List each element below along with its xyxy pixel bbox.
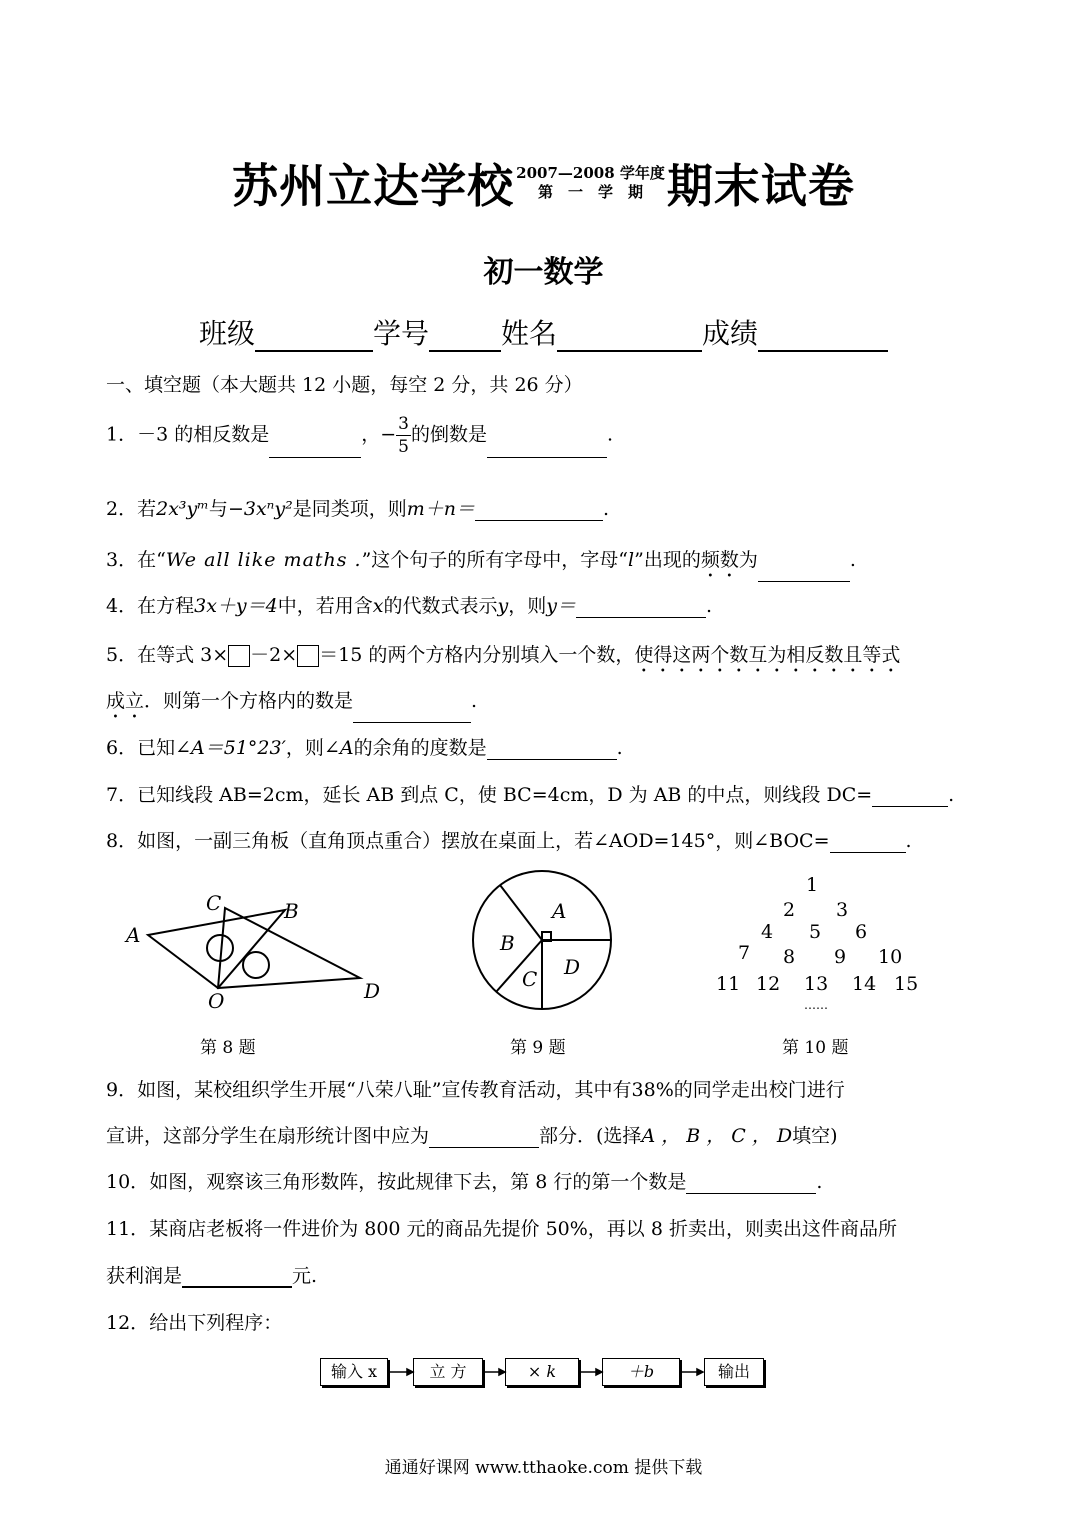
english-sentence: We all like maths . [165,549,362,571]
triangle-number: 10 [878,946,903,968]
math-expr: 3x＋y＝4 [194,595,278,617]
arrow-head-icon [407,1369,413,1375]
answer-blank[interactable] [872,786,948,807]
flow-input: 输入 x [320,1358,388,1386]
triangle-number: 3 [836,899,849,921]
label-a: A [126,923,141,947]
footer: 通通好课网 www.tthaoke.com 提供下载 [384,1458,703,1478]
answer-blank[interactable] [830,832,906,853]
q-text: 的倒数是 [411,423,488,446]
math-var: x [372,595,384,617]
question-12 [106,1308,986,1335]
student-info-line [0,312,1087,352]
flow-add-b: ＋b [602,1358,680,1386]
number-blank[interactable] [429,322,501,352]
label-b: B [500,931,515,955]
triangle-number: 11 [716,973,741,995]
triangle-number: 15 [894,973,919,995]
math-expr: −3xⁿy² [227,498,293,520]
answer-blank[interactable] [487,739,617,760]
subject-title: 初一数学 [483,255,604,290]
q-text: 在方程 [137,595,195,617]
q-text: . [849,549,856,571]
question-5-cont [106,686,986,723]
q-number: 8． [106,830,138,852]
q-text: 如图，一副三角板（直角顶点重合）摆放在桌面上，若∠AOD=145°，则∠BOC= [137,830,830,852]
answer-blank[interactable] [429,1127,539,1148]
answer-blank[interactable] [269,437,361,458]
triangle-number: 9 [834,946,847,968]
question-11 [106,1214,986,1241]
q-text: 某商店老板将一件进价为 800 元的商品先提价 50%，再以 8 折卖出，则卖出这件商品所 [149,1218,897,1240]
q-text: . [705,595,713,617]
question-1 [106,413,986,458]
field-number: 学号 [372,317,429,350]
triangle-number: 12 [756,973,781,995]
emphasized-text: 频数 [700,549,739,571]
flow-output: 输出 [704,1358,764,1386]
q-text: 是同类项，则 [292,498,407,520]
q-number: 2． [106,498,138,520]
q-text: . [607,423,614,446]
answer-blank[interactable] [686,1173,816,1194]
q-text: 的代数式表示 [383,595,498,617]
question-9 [106,1075,986,1102]
question-9-cont [106,1121,986,1148]
q-text: 中，若用含 [277,595,373,617]
caption-fig8: 第 8 题 [200,1038,256,1058]
figure-8-triangles [120,890,400,1015]
q-number: 11． [106,1218,150,1240]
q-text: . [816,1171,823,1193]
q-text: －3 的相反数是 [137,423,270,446]
q-text: . [905,830,912,852]
exam-name: 期末试卷 [666,159,855,213]
q-number: 10． [106,1171,150,1193]
math-expr: ∠A [323,737,354,759]
emphasized-text: 使得这两个数互为相反数且等式 [634,644,901,666]
q-text: 已知 [137,737,176,759]
q-number: 7． [106,784,138,806]
q-text: ，则 [508,595,547,617]
triangle-number: 14 [852,973,877,995]
q-number: 12． [106,1312,150,1334]
figure-10-number-triangle [700,872,940,1022]
fraction [396,413,411,458]
q-text: ”出现的 [634,549,701,571]
question-4 [106,591,986,618]
question-8 [106,826,986,853]
q-text: ， [361,423,381,446]
triangle-number: 5 [809,921,822,943]
field-name: 姓名 [501,317,558,350]
q-number: 4． [106,595,138,617]
triangle-number: 4 [761,921,774,943]
q-number: 1． [106,423,138,446]
q-text: 在等式 3× [137,644,229,666]
q-text: 在“ [137,549,166,571]
math-expr: m＋n＝ [406,498,475,520]
figure-9-pie [470,868,615,1013]
q-text: －2× [250,644,298,666]
question-6 [106,733,986,760]
flow-arrows [386,1360,706,1384]
triangle-number: 1 [806,874,819,896]
q-number: 5． [106,644,138,666]
q-text: 若 [137,498,157,520]
ellipsis: …… [804,998,828,1012]
answer-blank[interactable] [758,561,850,582]
q-text: 如图，观察该三角形数阵，按此规律下去，第 8 行的第一个数是 [149,1171,687,1193]
score-blank[interactable] [758,322,888,352]
math-expr: 2x³yᵐ [156,498,209,520]
answer-blank[interactable] [182,1266,292,1288]
class-blank[interactable] [255,322,373,352]
arrow-head-icon [596,1369,602,1375]
caption-fig9: 第 9 题 [510,1038,566,1058]
arrow-head-icon [499,1369,505,1375]
name-blank[interactable] [557,322,702,352]
options: A ， B ， C ， D [641,1125,793,1147]
question-2 [106,494,986,521]
math-expr: ∠A＝51°23′ [175,737,286,759]
q-text: 为 [738,549,758,571]
school-name: 苏州立达学校 [232,159,515,213]
q-text: ．则第一个方格内的数是 [144,690,354,712]
triangle-number: 7 [738,942,751,964]
answer-blank[interactable] [576,597,706,618]
triangle-number: 2 [783,899,796,921]
question-3 [106,545,986,582]
triangle-number: 13 [804,973,829,995]
term-info [516,164,665,202]
q-text: 部分．(选择 [539,1125,642,1147]
q-text: 已知线段 AB=2cm，延长 AB 到点 C，使 BC=4cm，D 为 AB 的中点，则线段 DC= [137,784,873,806]
answer-box[interactable] [297,645,319,667]
label-c: C [522,967,538,991]
q-text: 获利润是 [106,1265,183,1287]
q-text: . [948,784,955,806]
q-number: 9． [106,1079,138,1101]
triangle-number: 8 [783,946,796,968]
minus-sign: − [380,423,397,446]
section-heading: 一、填空题（本大题共 12 小题，每空 2 分，共 26 分） [106,374,583,396]
q-number: 3． [106,549,138,571]
question-10 [106,1167,986,1194]
q-text: . [471,690,478,712]
label-o: O [208,989,225,1013]
emphasized-text: 成立 [106,690,145,712]
flow-multiply-k: × k [505,1358,579,1386]
caption-fig10: 第 10 题 [782,1038,849,1058]
field-class: 班级 [198,317,255,350]
q-text: 元. [292,1265,318,1287]
label-c: C [206,891,222,915]
q-text: 填空) [792,1125,838,1147]
term: 第 一 学 期 [537,183,643,201]
exam-title [0,150,1087,220]
field-score: 成绩 [702,317,759,350]
triangle-number: 6 [855,921,868,943]
q-text: ，则 [285,737,324,759]
school-year: 2007—2008 学年度 [516,164,665,182]
q-text: ＝15 的两个方格内分别填入一个数， [319,644,635,666]
fraction-numerator: 3 [398,414,409,434]
q-number: 6． [106,737,138,759]
triangle-aob [148,910,285,988]
q-text: 的余角的度数是 [353,737,487,759]
answer-blank[interactable] [475,500,603,521]
question-5 [106,640,986,677]
q-text: . [616,737,623,759]
q-text: 如图，某校组织学生开展“八荣八耻”宣传教育活动，其中有38%的同学走出校门进行 [137,1079,845,1101]
flow-cube: 立 方 [413,1358,483,1386]
answer-blank[interactable] [487,437,607,458]
math-expr: y＝ [546,595,576,617]
label-a: A [552,899,567,923]
label-b: B [284,899,299,923]
arrow-head-icon [697,1369,703,1375]
math-var: y [497,595,509,617]
label-d: D [364,979,381,1003]
letter: l [628,549,635,571]
q-text: ”这个句子的所有字母中，字母“ [361,549,629,571]
q-text: . [603,498,610,520]
q-text: 给出下列程序： [149,1312,283,1334]
fraction-denominator: 5 [398,437,409,457]
answer-blank[interactable] [353,702,471,723]
hole-right [243,952,269,978]
q-text: 宣讲，这部分学生在扇形统计图中应为 [106,1125,430,1147]
question-11-cont [106,1261,986,1288]
answer-box[interactable] [228,645,250,667]
q-text: 与 [208,498,228,520]
label-d: D [564,955,581,979]
question-7 [106,780,986,807]
